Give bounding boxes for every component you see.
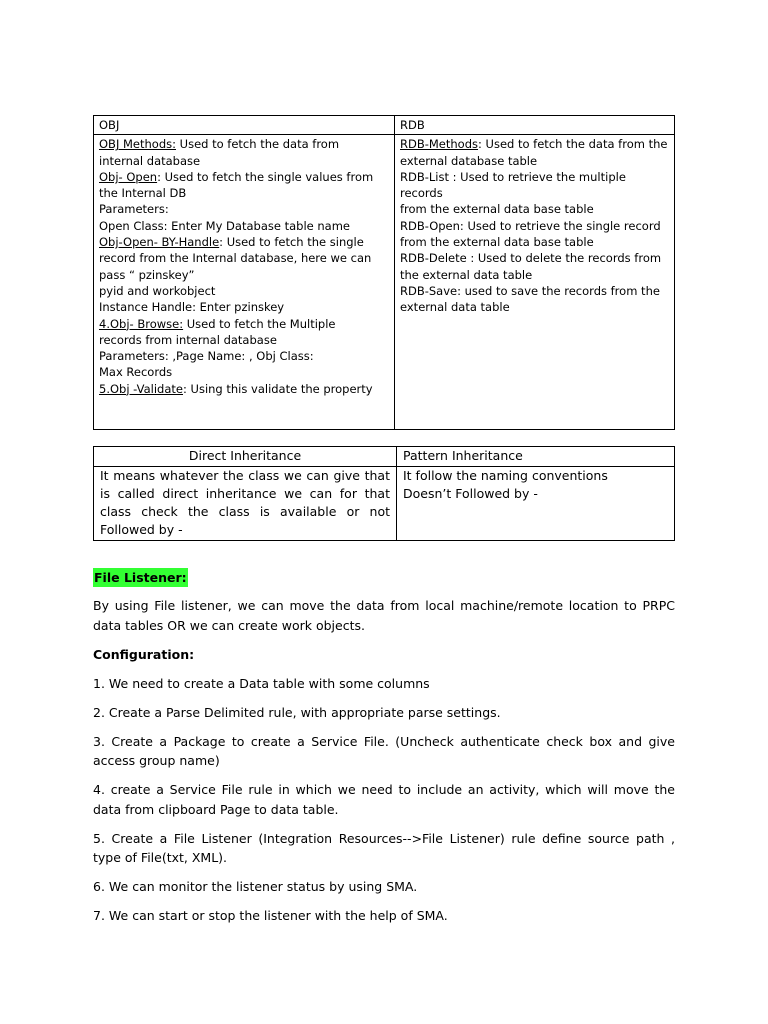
obj-line: Max Records [99,365,173,380]
obj-line: Obj- Open: Used to fetch the single values from [99,169,374,184]
obj-line: Parameters: [99,202,169,217]
rdb-line: RDB-Save: used to save the records from the [400,283,660,298]
obj-line: records from internal database [99,332,277,347]
inheritance-table [93,446,675,540]
section-title: File Listener: [93,568,188,588]
step-item: 1. We need to create a Data table with some columns [93,675,430,691]
obj-line: internal database [99,153,201,168]
obj-line: Parameters: ,Page Name: , Obj Class: [99,349,314,364]
rdb-header: RDB [395,116,675,135]
obj-line: the Internal DB [99,186,187,201]
rdb-line: external data table [400,300,510,315]
obj-line: Obj-Open- BY-Handle: Used to fetch the single [99,235,364,250]
pattern-inheritance-cell [397,466,675,540]
rdb-line: RDB-List : Used to retrieve the multiple records [400,169,626,201]
direct-inheritance-cell: It means whatever the class we can give that is called direct inheritance we can for that class check the class is available or not Followed by - [94,466,397,540]
document-page [93,115,675,935]
obj-header: OBJ [94,116,395,135]
obj-line: OBJ Methods: Used to fetch the data from [99,137,340,152]
obj-rdb-table [93,115,675,430]
pattern-line: Doesn’t Followed by - [403,485,538,501]
obj-line: pyid and workobject [99,283,216,298]
obj-line: record from the Internal database, here we can [99,251,372,266]
rdb-line: external database table [400,153,538,168]
rdb-line: from the external data base table [400,235,594,250]
intro-paragraph: By using File listener, we can move the data from local machine/remote location to PRPC data tables OR we can create work objects. [93,598,675,633]
obj-line: pass “ pzinskey” [99,267,195,282]
obj-line: 5.Obj -Validate: Using this validate the property [99,381,373,396]
rdb-line: RDB-Methods: Used to fetch the data from the [400,137,668,152]
rdb-line: from the external data base table [400,202,594,217]
section-title-wrap [93,568,675,588]
obj-line: Instance Handle: Enter pzinskey [99,300,285,315]
pattern-line: It follow the naming conventions [403,467,608,483]
pattern-inheritance-header: Pattern Inheritance [397,447,675,466]
obj-cell [94,135,395,430]
file-listener-section [93,568,675,926]
configuration-label: Configuration: [93,646,195,662]
step-item: 6. We can monitor the listener status by using SMA. [93,879,418,895]
direct-inheritance-header: Direct Inheritance [94,447,397,466]
step-item: 7. We can start or stop the listener with the help of SMA. [93,908,448,924]
step-item: 3. Create a Package to create a Service File. (Uncheck authenticate check box and give access group name) [93,733,675,769]
rdb-cell [395,135,675,430]
obj-line: Open Class: Enter My Database table name [99,218,350,233]
step-item: 5. Create a File Listener (Integration Resources-->File Listener) rule define source path , type of File(txt, XML). [93,830,675,866]
obj-line: 4.Obj- Browse: Used to fetch the Multiple [99,316,336,331]
step-item: 2. Create a Parse Delimited rule, with appropriate parse settings. [93,704,501,720]
rdb-line: the external data table [400,267,533,282]
step-item: 4. create a Service File rule in which we need to include an activity, which will move the data from clipboard Page to data table. [93,782,675,817]
rdb-line: RDB-Delete : Used to delete the records from [400,251,662,266]
rdb-line: RDB-Open: Used to retrieve the single record [400,218,661,233]
